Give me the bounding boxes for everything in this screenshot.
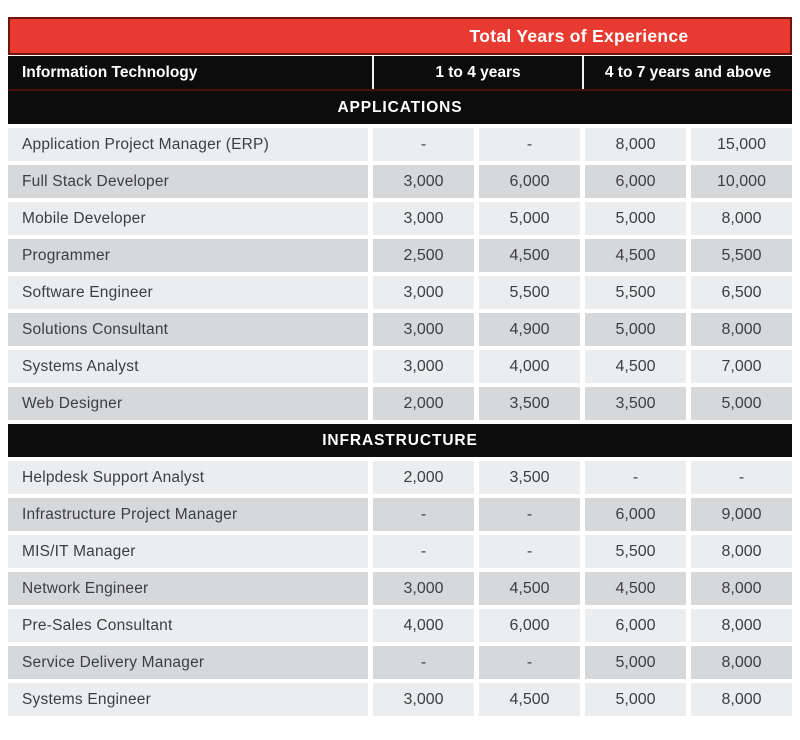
row-value: -: [373, 535, 474, 568]
row-label: Network Engineer: [8, 572, 368, 605]
row-value: 4,000: [479, 350, 580, 383]
table-row: [8, 165, 792, 198]
row-value: 8,000: [691, 683, 792, 716]
row-value: 5,000: [585, 313, 686, 346]
table-row: [8, 461, 792, 494]
section-header-infrastructure: INFRASTRUCTURE: [8, 424, 792, 457]
row-value: -: [585, 461, 686, 494]
row-value: 8,000: [691, 313, 792, 346]
row-value: 8,000: [691, 202, 792, 235]
table-row: [8, 387, 792, 420]
table-row: [8, 313, 792, 346]
table-row: [8, 276, 792, 309]
row-value: 6,000: [479, 609, 580, 642]
table-row: [8, 239, 792, 272]
row-value: 4,500: [585, 350, 686, 383]
row-value: -: [479, 498, 580, 531]
table-row: [8, 646, 792, 679]
row-value: 3,000: [373, 276, 474, 309]
row-value: 5,000: [479, 202, 580, 235]
row-label: Web Designer: [8, 387, 368, 420]
row-value: 3,500: [479, 461, 580, 494]
row-label: Mobile Developer: [8, 202, 368, 235]
row-value: 7,000: [691, 350, 792, 383]
row-value: 4,000: [373, 609, 474, 642]
row-value: 6,000: [479, 165, 580, 198]
row-value: -: [479, 646, 580, 679]
row-label: Application Project Manager (ERP): [8, 128, 368, 161]
table-row: [8, 202, 792, 235]
row-value: -: [373, 646, 474, 679]
row-value: 6,000: [585, 498, 686, 531]
row-value: -: [373, 128, 474, 161]
table-row: [8, 683, 792, 716]
row-label: Full Stack Developer: [8, 165, 368, 198]
row-value: 15,000: [691, 128, 792, 161]
row-value: 3,500: [479, 387, 580, 420]
row-value: 3,000: [373, 683, 474, 716]
row-value: -: [479, 128, 580, 161]
row-label: Service Delivery Manager: [8, 646, 368, 679]
table-row: [8, 350, 792, 383]
table-body: [8, 91, 792, 716]
row-value: -: [373, 498, 474, 531]
row-value: -: [691, 461, 792, 494]
row-value: -: [479, 535, 580, 568]
row-value: 4,500: [585, 239, 686, 272]
row-value: 5,000: [585, 646, 686, 679]
row-value: 8,000: [691, 646, 792, 679]
row-value: 3,000: [373, 165, 474, 198]
row-label: Solutions Consultant: [8, 313, 368, 346]
row-value: 10,000: [691, 165, 792, 198]
row-value: 8,000: [691, 609, 792, 642]
row-value: 5,500: [585, 535, 686, 568]
title-bar: [8, 17, 792, 55]
row-value: 9,000: [691, 498, 792, 531]
row-value: 2,500: [373, 239, 474, 272]
section-header-applications: APPLICATIONS: [8, 91, 792, 124]
column-header-row: [8, 56, 792, 91]
row-value: 5,000: [585, 202, 686, 235]
row-value: 3,000: [373, 313, 474, 346]
row-label: MIS/IT Manager: [8, 535, 368, 568]
row-value: 3,500: [585, 387, 686, 420]
column-header-category: Information Technology: [22, 63, 198, 81]
row-value: 5,500: [479, 276, 580, 309]
row-label: Systems Analyst: [8, 350, 368, 383]
column-header-range-1-to-4: 1 to 4 years: [372, 56, 582, 89]
row-label: Systems Engineer: [8, 683, 368, 716]
table-title: Total Years of Experience: [469, 25, 689, 46]
row-value: 5,000: [691, 387, 792, 420]
row-value: 4,500: [479, 239, 580, 272]
row-value: 3,000: [373, 350, 474, 383]
row-label: Pre-Sales Consultant: [8, 609, 368, 642]
row-value: 6,500: [691, 276, 792, 309]
row-value: 6,000: [585, 609, 686, 642]
row-value: 3,000: [373, 202, 474, 235]
row-value: 2,000: [373, 387, 474, 420]
table-row: [8, 498, 792, 531]
row-value: 8,000: [585, 128, 686, 161]
row-value: 6,000: [585, 165, 686, 198]
row-value: 4,500: [479, 572, 580, 605]
row-label: Helpdesk Support Analyst: [8, 461, 368, 494]
row-value: 4,500: [585, 572, 686, 605]
row-value: 3,000: [373, 572, 474, 605]
table-row: [8, 535, 792, 568]
row-value: 5,500: [585, 276, 686, 309]
table-row: [8, 128, 792, 161]
row-value: 4,500: [479, 683, 580, 716]
row-value: 8,000: [691, 535, 792, 568]
row-label: Programmer: [8, 239, 368, 272]
row-label: Software Engineer: [8, 276, 368, 309]
row-label: Infrastructure Project Manager: [8, 498, 368, 531]
table-row: [8, 609, 792, 642]
table-row: [8, 572, 792, 605]
row-value: 5,500: [691, 239, 792, 272]
row-value: 8,000: [691, 572, 792, 605]
column-header-range-4-to-7: 4 to 7 years and above: [582, 56, 792, 89]
row-value: 4,900: [479, 313, 580, 346]
row-value: 5,000: [585, 683, 686, 716]
row-value: 2,000: [373, 461, 474, 494]
